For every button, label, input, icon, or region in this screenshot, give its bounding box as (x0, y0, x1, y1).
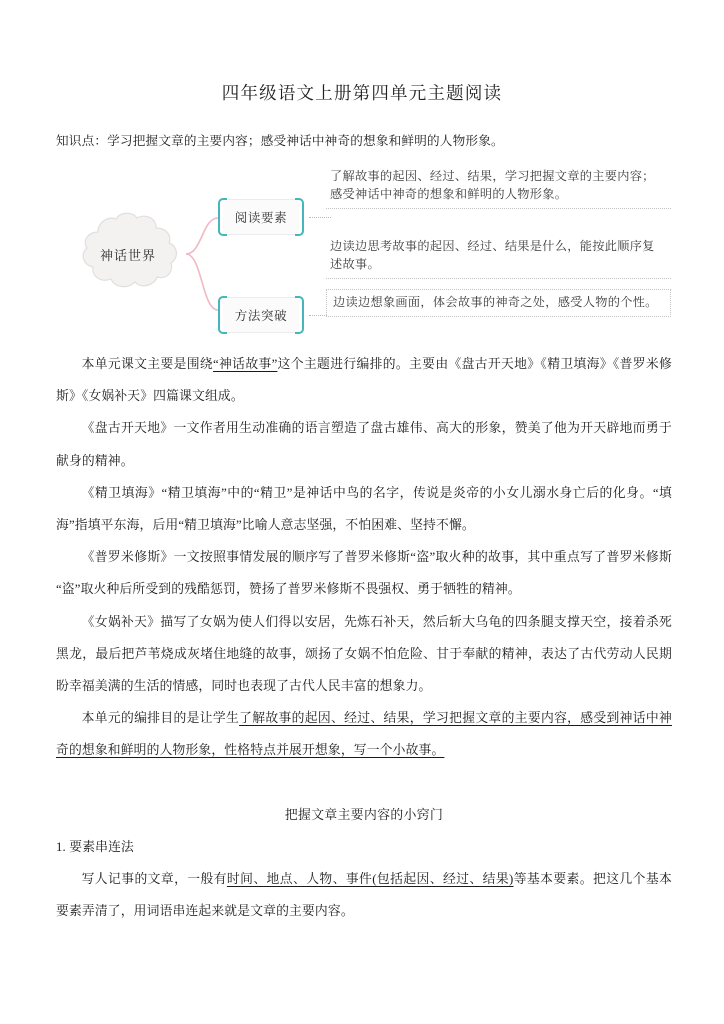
paragraph-unit-purpose (56, 702, 672, 766)
paragraph-prometheus: 《普罗米修斯》一文按照事情发展的顺序写了普罗米修斯“盗”取火种的故事，其中重点写了普罗米修斯“盗”取火种后所受到的残酷惩罚，赞扬了普罗米修斯不畏强权、勇于牺牲的精神。 (56, 550, 672, 597)
mindmap-description-2: 边读边思考故事的起因、经过、结果是什么，能按此顺序复述故事。 (326, 236, 671, 279)
page-title: 四年级语文上册第四单元主题阅读 (221, 83, 503, 103)
bracket-right-icon (295, 198, 304, 236)
paragraph-pangu: 《盘古开天地》一文作者用生动准确的语言塑造了盘古雄伟、高大的形象，赞美了他为开天辟地而勇于献身的精神。 (56, 421, 672, 468)
paragraph-nvwa: 《女娲补天》描写了女娲为使人们得以安居，先炼石补天，然后斩大乌龟的四条腿支撑天空，接着杀死黑龙，最后把芦苇烧成灰堵住地缝的故事，颂扬了女娲不怕危险、甘于奉献的精神，表达了古代劳动人民期盼幸福美满的生活的情感，同时也表现了古代人民丰富的想象力。 (56, 614, 672, 694)
bracket-left-icon (218, 296, 227, 334)
mindmap-center-label: 神话世界 (99, 248, 156, 264)
underlined-purpose-text: 了解故事的起因、经过、结果，学习把握文章的主要内容，感受到神话中神奇的想象和鲜明的人物形象，性格特点并展开想象，写一个小故事。 (56, 711, 672, 758)
text-run: 写人记事的文章，一般有 (81, 872, 227, 887)
paragraph-unit-intro (56, 348, 672, 412)
method-1-paragraph (56, 863, 672, 927)
underlined-basic-elements: 时间、地点、人物、事件(包括起因、经过、结果) (226, 872, 514, 887)
mindmap-center-cloud (68, 210, 188, 296)
mindmap-node-reading-elements[interactable] (218, 198, 304, 236)
document-body (56, 348, 672, 927)
mindmap-node-label: 方法突破 (234, 308, 288, 323)
mindmap-diagram (56, 158, 671, 343)
mindmap-description-3: 边读边想象画面，体会故事的神奇之处，感受人物的个性。 (326, 289, 671, 317)
section-heading-tips: 把握文章主要内容的小窍门 (284, 807, 444, 822)
dotted-leader (309, 315, 327, 316)
underlined-term-myth-story: “神话故事” (213, 357, 278, 371)
bracket-right-icon (295, 296, 304, 334)
method-1-title: 1. 要素串连法 (56, 839, 134, 854)
knowledge-point-line: 知识点：学习把握文章的主要内容；感受神话中神奇的想象和鲜明的人物形象。 (56, 134, 504, 148)
mindmap-description-1: 了解故事的起因、经过、结果，学习把握文章的主要内容；感受神话中神奇的想象和鲜明的人物形象。 (326, 166, 671, 209)
text-run: 等基本要素。把这几个基本要素弄清了，用词语串连起来就是文章的主要内容。 (56, 872, 672, 919)
text-run: 本单元的编排目的是让学生 (81, 711, 240, 726)
mindmap-node-label: 阅读要素 (234, 210, 288, 225)
dotted-leader (309, 217, 331, 218)
bracket-left-icon (218, 198, 227, 236)
paragraph-jingwei: 《精卫填海》“精卫填海”中的“精卫”是神话中鸟的名字，传说是炎帝的小女儿溺水身亡后的化身。“填海”指填平东海，后用“精卫填海”比喻人意志坚强，不怕困难、坚持不懈。 (56, 485, 672, 533)
paragraph-spacer (56, 767, 672, 799)
mindmap-node-method-breakthrough[interactable] (218, 296, 304, 334)
text-run: 本单元课文主要是围绕 (81, 357, 214, 371)
text-run: 这个主题进行编排的。主要由《盘古开天地》《精卫填海》《普罗米修斯》《女娲补天》四篇课文组成。 (56, 357, 673, 404)
